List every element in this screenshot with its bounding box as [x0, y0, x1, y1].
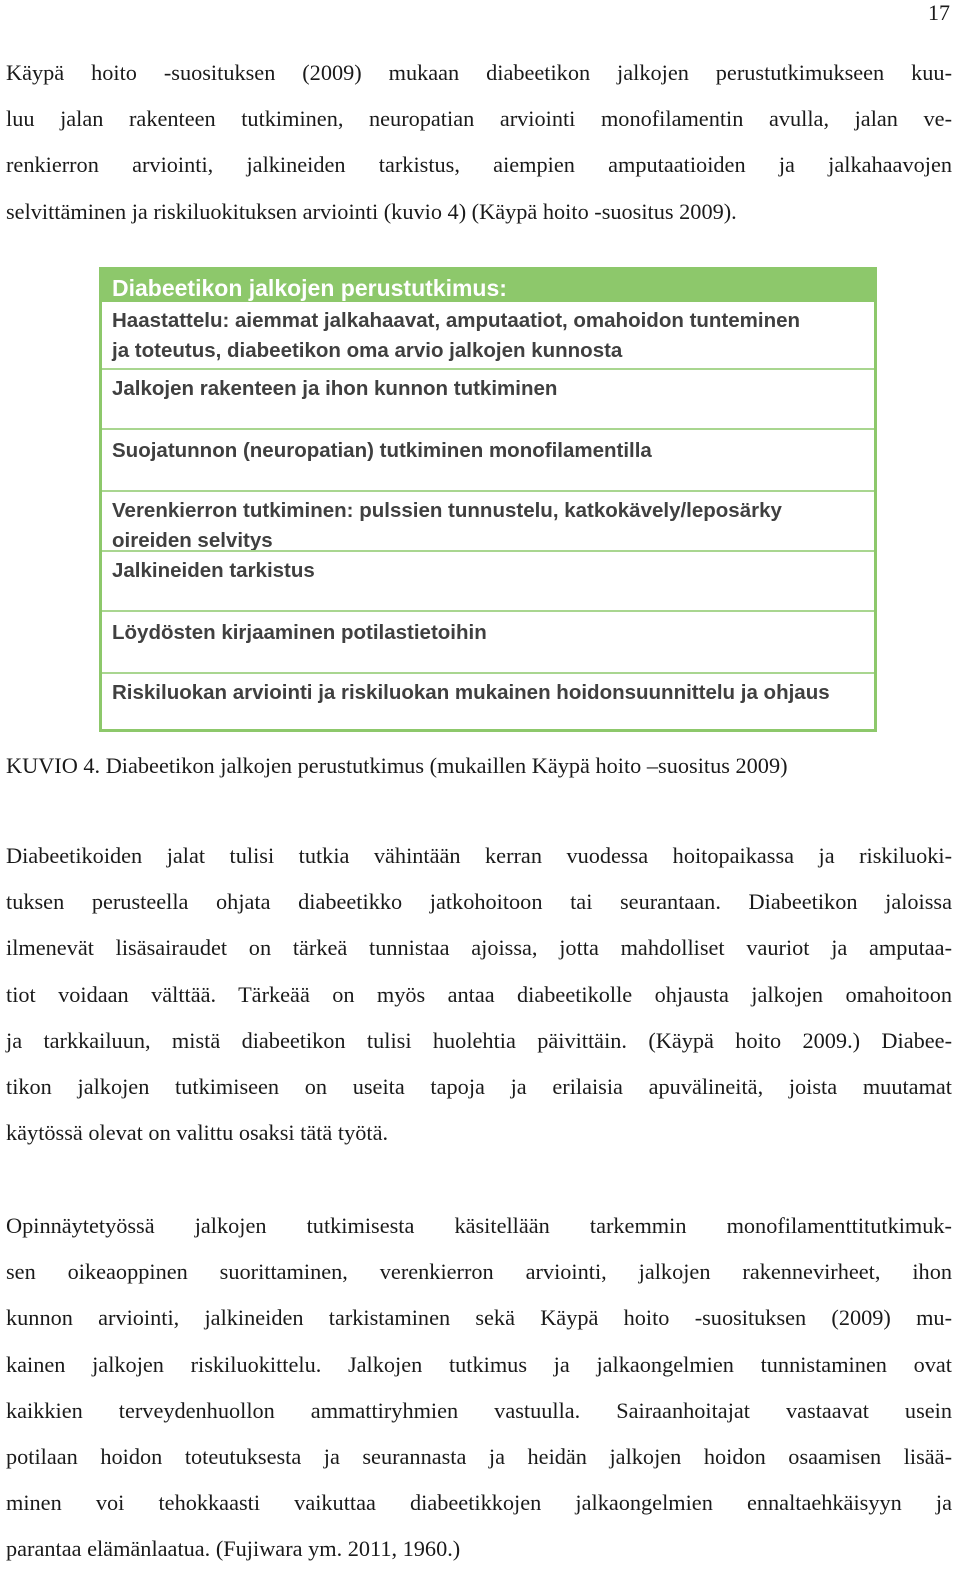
text-line: potilaan hoidon toteutuksesta ja seurannasta ja heidän jalkojen hoidon osaamisen lisää- [6, 1444, 952, 1470]
figure-row-structure [102, 368, 874, 428]
text-line: tikon jalkojen tutkimiseen on useita tapoja ja erilaisia apuvälineitä, joista muutamat [6, 1074, 952, 1100]
text-line: Opinnäytetyössä jalkojen tutkimisesta käsitellään tarkemmin monofilamenttitutkimuk- [6, 1213, 952, 1238]
text-line: kunnon arviointi, jalkineiden tarkistaminen sekä Käypä hoito -suosituksen (2009) mu- [6, 1305, 952, 1331]
paragraph-2 [6, 833, 952, 1156]
figure-row-line: Suojatunnon (neuropatian) tutkiminen monofilamentilla [112, 439, 652, 462]
page-number: 17 [928, 0, 950, 25]
paragraph-3 [6, 1203, 952, 1573]
text-line: sen oikeaoppinen suorittaminen, verenkierron arviointi, jalkojen rakennevirheet, ihon [6, 1259, 952, 1285]
text-line: luu jalan rakenteen tutkiminen, neuropatian arviointi monofilamentin avulla, jalan ve- [6, 106, 952, 132]
figure-caption: KUVIO 4. Diabeetikon jalkojen perustutkimus (mukaillen Käypä hoito –suositus 2009) [6, 753, 788, 778]
text-line: tuksen perusteella ohjata diabeetikko jatkohoitoon tai seurantaan. Diabeetikon jaloissa [6, 889, 952, 915]
figure-row-footwear [102, 550, 874, 610]
figure-row-risk [102, 672, 874, 729]
figure-row-documentation [102, 610, 874, 672]
text-line: Käypä hoito -suosituksen (2009) mukaan diabeetikon jalkojen perustutkimukseen kuu- [6, 60, 952, 85]
paragraph-1 [6, 50, 952, 235]
text-line: tiot voidaan välttää. Tärkeää on myös antaa diabeetikolle ohjausta jalkojen omahoitoon [6, 981, 952, 1007]
figure-row-line: Jalkojen rakenteen ja ihon kunnon tutkiminen [112, 377, 558, 400]
text-line: selvittäminen ja riskiluokituksen arviointi (kuvio 4) (Käypä hoito -suositus 2009). [6, 198, 737, 224]
text-line: parantaa elämänlaatua. (Fujiwara ym. 2011, 1960.) [6, 1536, 461, 1562]
text-line: ilmenevät lisäsairaudet on tärkeä tunnistaa ajoissa, jotta mahdolliset vauriot ja amputaa- [6, 935, 952, 961]
figure-row-line: Jalkineiden tarkistus [112, 559, 315, 582]
figure-row-neuropathy [102, 428, 874, 490]
text-line: Diabeetikoiden jalat tulisi tutkia vähintään kerran vuodessa hoitopaikassa ja riskiluoki- [6, 843, 952, 868]
text-line: ja tarkkailuun, mistä diabeetikon tulisi huolehtia päivittäin. (Käypä hoito 2009.) Diabee- [6, 1027, 952, 1053]
figure-row-line: Verenkierron tutkiminen: pulssien tunnustelu, katkokävely/leposärky [112, 499, 782, 522]
text-line: kaikkien terveydenhuollon ammattiryhmien vastuulla. Sairaanhoitajat vastaavat usein [6, 1397, 952, 1423]
text-line: kainen jalkojen riskiluokittelu. Jalkojen tutkimus ja jalkaongelmien tunnistaminen ovat [6, 1351, 952, 1377]
text-line: käytössä olevat on valittu osaksi tätä työtä. [6, 1120, 389, 1146]
figure-title: Diabeetikon jalkojen perustutkimus: [102, 270, 874, 302]
figure-row-line: Haastattelu: aiemmat jalkahaavat, amputaatiot, omahoidon tunteminen [112, 309, 801, 332]
figure-foot-examination-table [99, 267, 877, 732]
figure-row-line: Löydösten kirjaaminen potilastietoihin [112, 621, 487, 644]
text-line: minen voi tehokkaasti vaikuttaa diabeetikkojen jalkaongelmien ennaltaehkäisyyn ja [6, 1490, 952, 1516]
figure-row-line: oireiden selvitys [112, 529, 273, 552]
figure-row-line: Riskiluokan arviointi ja riskiluokan mukainen hoidonsuunnittelu ja ohjaus [112, 681, 830, 704]
figure-row-line: ja toteutus, diabeetikon oma arvio jalkojen kunnosta [112, 339, 623, 362]
figure-row-circulation [102, 490, 874, 550]
figure-row-interview [102, 302, 874, 368]
text-line: renkierron arviointi, jalkineiden tarkistus, aiempien amputaatioiden ja jalkahaavojen [6, 152, 952, 178]
